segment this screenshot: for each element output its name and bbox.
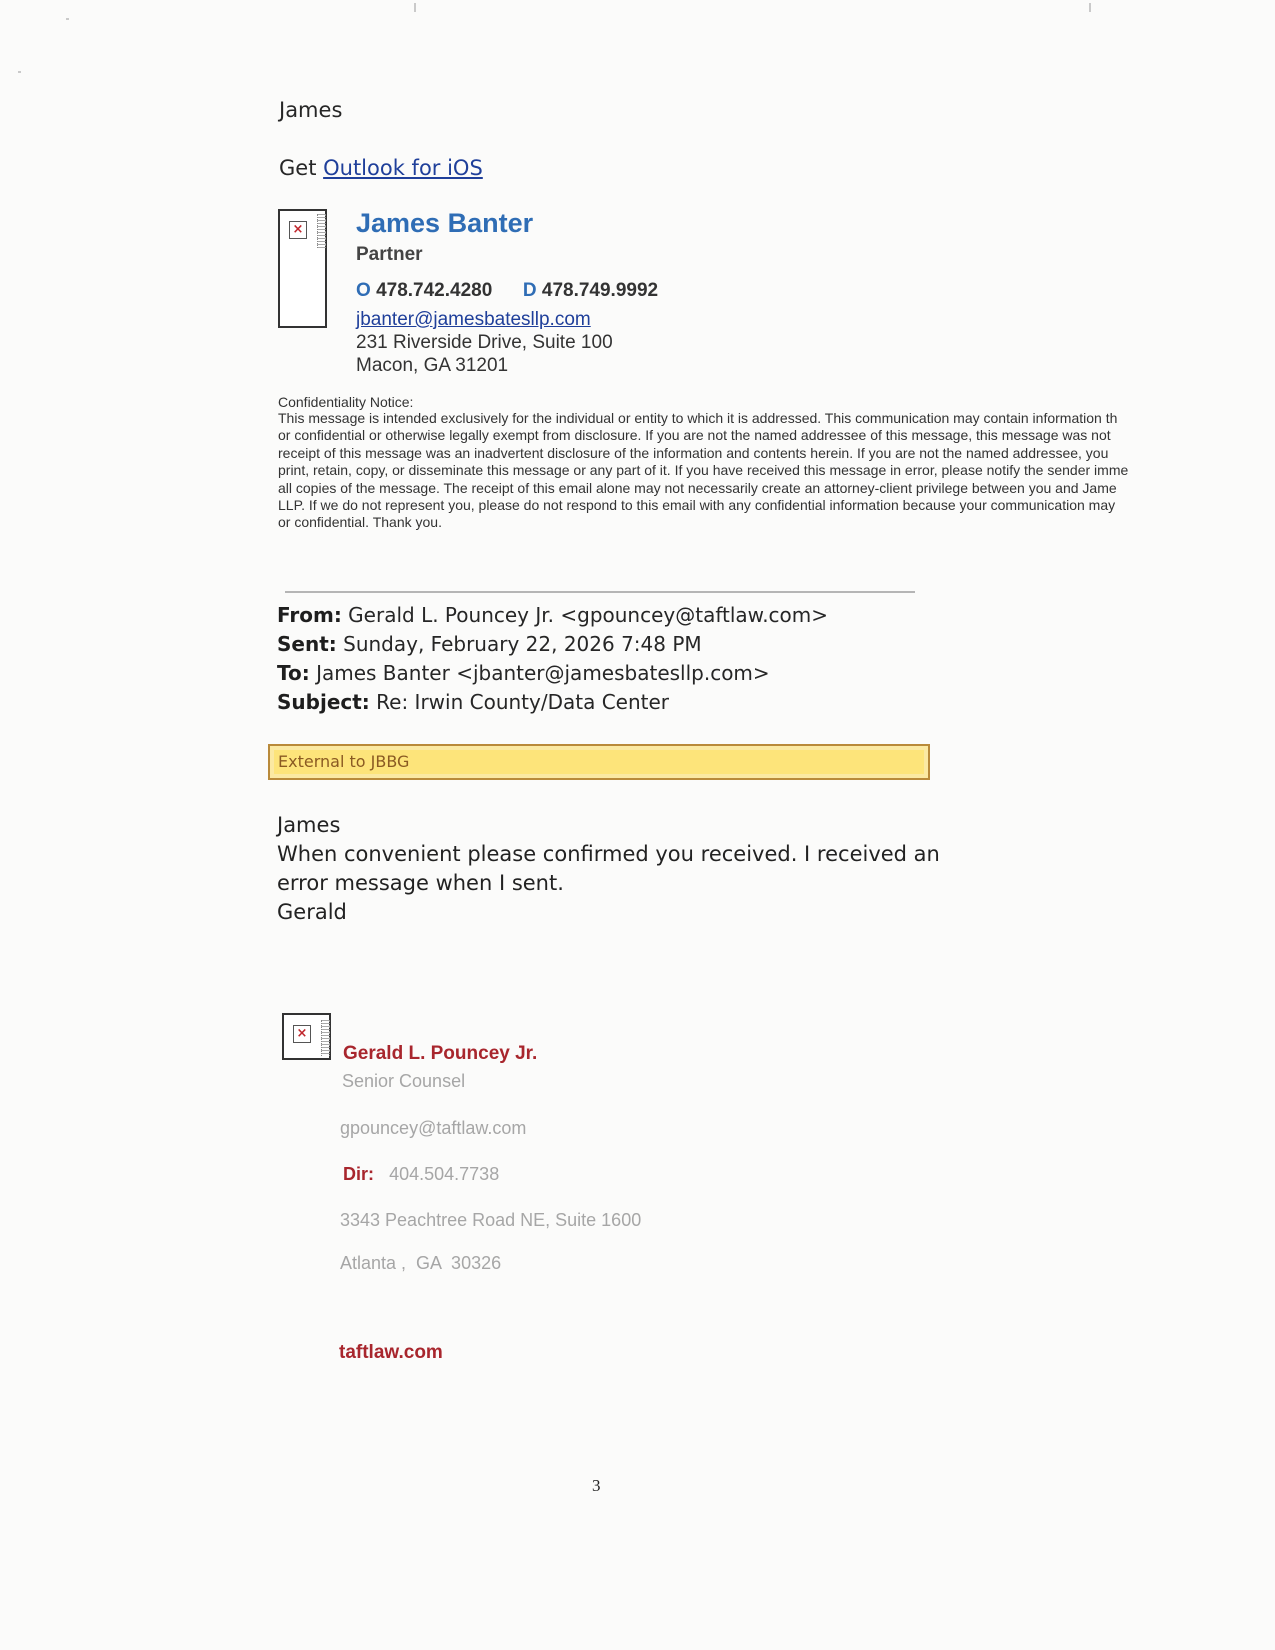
confidentiality-line: This message is intended exclusively for the individual or entity to which it is addressed. This communication may contain information th [278, 410, 1118, 426]
confidentiality-line: or confidential or otherwise legally exempt from disclosure. If you are not the named addressee of this message, this message was not [278, 427, 1111, 444]
body-line: When convenient please confirmed you received. I received an [277, 842, 940, 866]
external-banner-text: External to JBBG [278, 752, 410, 771]
outlook-link[interactable]: Outlook for iOS [323, 156, 483, 180]
header-divider [285, 591, 915, 593]
confidentiality-line: receipt of this message was an inadvertent disclosure of the information and contents herein. If you are not the named addressee, you [278, 444, 1109, 461]
gerald-address-line2: Atlanta , GA 30326 [340, 1253, 502, 1273]
sent-value: Sunday, February 22, 2026 7:48 PM [336, 632, 702, 656]
body-line: error message when I sent. [277, 871, 564, 895]
office-phone: 478.742.4280 [376, 280, 493, 301]
confidentiality-line: print, retain, copy, or disseminate this message or any part of it. If you have received this message in error, please notify the sender imme [278, 462, 1129, 479]
subject-value: Re: Irwin County/Data Center [369, 690, 670, 714]
james-address-line1: 231 Riverside Drive, Suite 100 [356, 332, 613, 353]
message-body [277, 811, 940, 927]
confidentiality-heading: Confidentiality Notice: [278, 394, 414, 410]
gerald-signature-name: Gerald L. Pouncey Jr. [343, 1043, 538, 1064]
sent-line [277, 632, 702, 656]
gerald-address-line1: 3343 Peachtree Road NE, Suite 1600 [340, 1210, 642, 1230]
subject-label: Subject: [277, 690, 370, 714]
gerald-email[interactable]: gpouncey@taftlaw.com [340, 1118, 527, 1138]
james-signature-title: Partner [356, 244, 423, 265]
to-value: James Banter <jbanter@jamesbatesllp.com> [309, 661, 770, 685]
taft-website-link[interactable]: taftlaw.com [339, 1342, 443, 1363]
outlook-prefix: Get [279, 156, 324, 180]
confidentiality-line: or confidential. Thank you. [278, 514, 442, 531]
scan-speck [18, 71, 21, 73]
gerald-direct-phone: 404.504.7738 [389, 1164, 500, 1184]
body-line: James [277, 813, 341, 837]
to-label: To: [277, 661, 310, 685]
direct-phone: 478.749.9992 [541, 280, 659, 301]
confidentiality-line: all copies of the message. The receipt of this email alone may not necessarily create an attorney-client privilege between you and Jame [278, 479, 1117, 496]
scan-speck [1089, 3, 1091, 12]
office-phone-label: O [356, 280, 371, 301]
to-line [277, 661, 770, 685]
from-value: Gerald L. Pouncey Jr. <gpouncey@taftlaw.com> [341, 603, 829, 627]
external-sender-banner [268, 744, 930, 780]
gerald-direct-row [343, 1164, 499, 1185]
james-address-line2: Macon, GA 31201 [356, 355, 509, 376]
direct-label: Dir: [343, 1164, 374, 1184]
image-alt-text-stub [317, 214, 326, 248]
james-signature-name: James Banter [356, 208, 534, 238]
confidentiality-line: LLP. If we do not represent you, please do not respond to this email with any confidential information because your communication may [278, 496, 1116, 513]
subject-line [277, 690, 669, 714]
james-phone-row [356, 280, 658, 302]
outlook-promo [279, 156, 483, 180]
body-line: Gerald [277, 900, 347, 924]
scan-speck [414, 3, 416, 12]
page-number: 3 [592, 1476, 601, 1495]
from-label: From: [277, 603, 342, 627]
image-alt-text-stub [321, 1020, 330, 1056]
broken-image-icon: × [289, 221, 307, 239]
james-email-link[interactable]: jbanter@jamesbatesllp.com [356, 309, 591, 330]
from-line [277, 603, 828, 627]
confidentiality-notice [278, 410, 1178, 532]
gerald-signature-title: Senior Counsel [342, 1071, 466, 1091]
broken-image-icon: × [293, 1025, 311, 1043]
sent-label: Sent: [277, 632, 337, 656]
scan-speck [66, 18, 69, 20]
direct-phone-label: D [522, 280, 537, 301]
reply-greeting: James [279, 98, 343, 122]
